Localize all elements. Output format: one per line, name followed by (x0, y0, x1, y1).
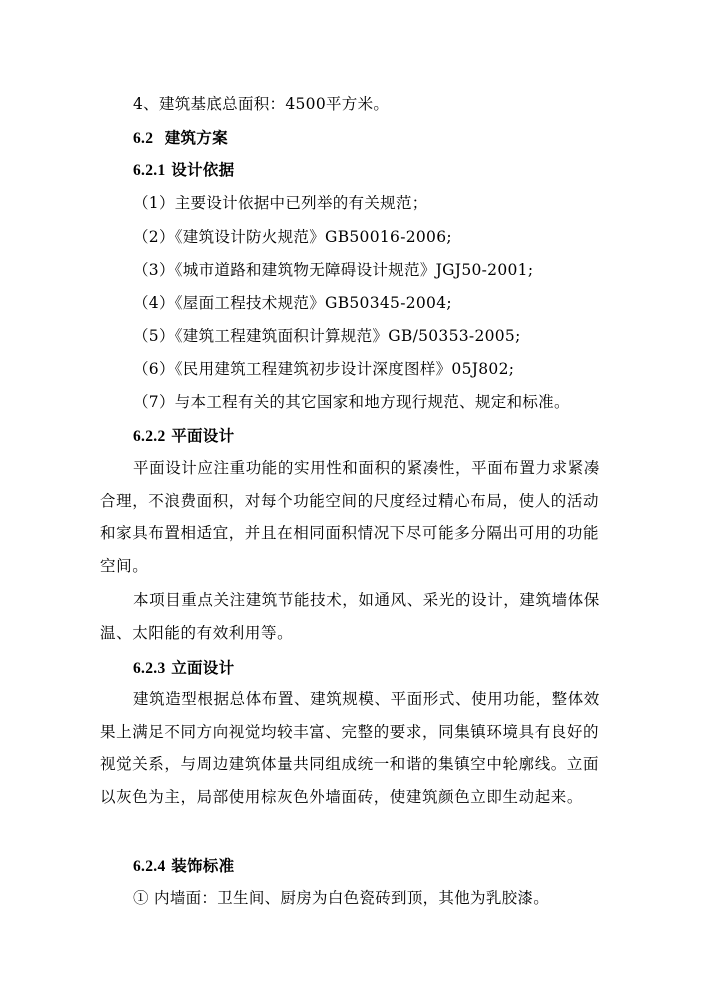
section-number: 6.2 (133, 130, 154, 147)
basis-item: （3）《城市道路和建筑物无障碍设计规范》JGJ50-2001; (133, 261, 534, 279)
section-number: 6.2.2 (133, 428, 166, 445)
section-title: 装饰标准 (171, 856, 235, 875)
section-number: 6.2.4 (133, 858, 166, 875)
section-6-2-heading (133, 128, 228, 149)
basis-item: （1）主要设计依据中已列举的有关规范； (133, 194, 428, 212)
basis-item: （2）《建筑设计防火规范》GB50016-2006; (133, 228, 452, 246)
plan-paragraph-1: 平面设计应注重功能的实用性和面积的紧凑性，平面布置力求紧凑合理，不浪费面积，对每个功能空间的尺度经过精心布局，使人的活动和家具布置相适宜，并且在相同面积情况下尽可能多分隔出可用的功能空间。 (100, 459, 600, 575)
facade-paragraph: 建筑造型根据总体布置、建筑规模、平面形式、使用功能，整体效果上满足不同方向视觉均较丰富、完整的要求，同集镇环境具有良好的视觉关系，与周边建筑体量共同组成统一和谐的集镇空中轮廓线。立面以灰色为主，局部使用棕灰色外墙面砖，使建筑颜色立即生动起来。 (100, 690, 600, 806)
basis-item: （7）与本工程有关的其它国家和地方现行规范、规定和标准。 (133, 393, 570, 411)
section-title: 设计依据 (171, 160, 235, 179)
section-number: 6.2.1 (133, 162, 166, 179)
section-6-2-3-heading (133, 658, 234, 679)
basis-item: （4）《屋面工程技术规范》GB50345-2004; (133, 294, 452, 312)
basis-item: （5）《建筑工程建筑面积计算规范》GB/50353-2005; (133, 327, 521, 345)
section-6-2-1-heading (133, 160, 234, 181)
plan-paragraph-2: 本项目重点关注建筑节能技术，如通风、采光的设计，建筑墙体保温、太阳能的有效利用等。 (100, 591, 600, 642)
section-title: 建筑方案 (164, 128, 228, 147)
section-title: 立面设计 (171, 658, 235, 677)
section-title: 平面设计 (171, 426, 235, 445)
area-line: 4、建筑基底总面积：4500平方米。 (133, 95, 390, 113)
decoration-item: ① 内墙面：卫生间、厨房为白色瓷砖到顶，其他为乳胶漆。 (133, 889, 550, 907)
section-6-2-4-heading (133, 856, 234, 877)
basis-item: （6）《民用建筑工程建筑初步设计深度图样》05J802; (133, 360, 515, 378)
section-6-2-2-heading (133, 426, 234, 447)
section-number: 6.2.3 (133, 660, 166, 677)
